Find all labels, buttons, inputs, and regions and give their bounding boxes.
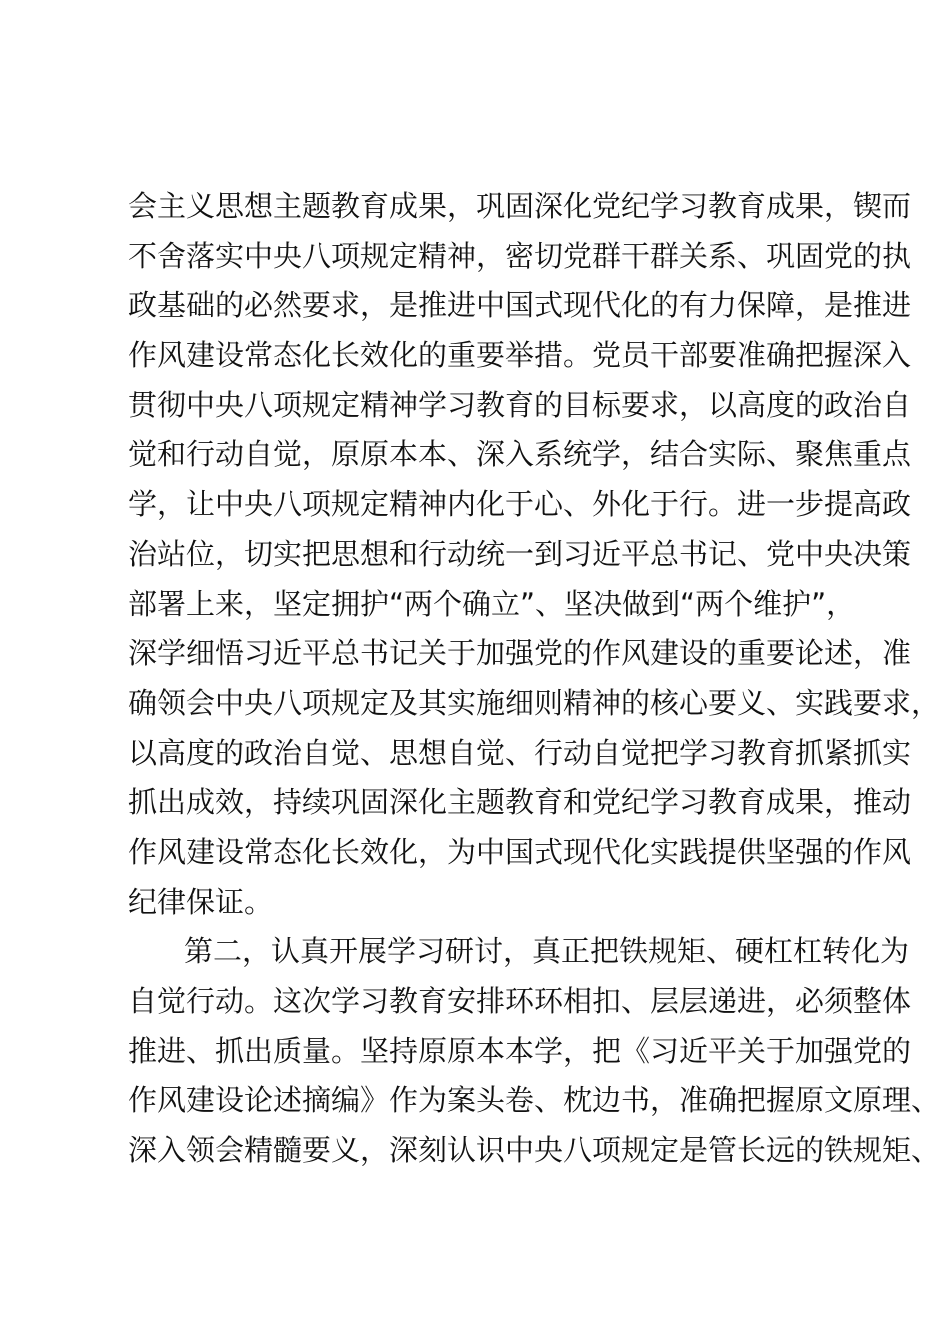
text-line: 以高度的政治自觉、思想自觉、行动自觉把学习教育抓紧抓实: [128, 735, 912, 770]
text-line: 觉和行动自觉，原原本本、深入系统学，结合实际、聚焦重点: [128, 437, 912, 472]
text-line: 作风建设常态化长效化的重要举措。党员干部要准确把握深入: [128, 338, 912, 373]
text-line: 作风建设论述摘编》作为案头卷、枕边书，准确把握原文原理、: [128, 1083, 941, 1118]
text-line: 贯彻中央八项规定精神学习教育的目标要求，以高度的政治自: [128, 387, 912, 422]
text-line: 学，让中央八项规定精神内化于心、外化于行。进一步提高政: [128, 487, 912, 522]
text-line: 推进、抓出质量。坚持原原本本学，把《习近平关于加强党的: [128, 1033, 912, 1068]
text-line: 纪律保证。: [128, 884, 274, 919]
document-body: [128, 182, 941, 1176]
text-line-indented: 第二，认真开展学习研讨，真正把铁规矩、硬杠杠转化为: [184, 934, 910, 969]
text-line: 作风建设常态化长效化，为中国式现代化实践提供坚强的作风: [128, 834, 912, 869]
text-line: 会主义思想主题教育成果，巩固深化党纪学习教育成果，锲而: [128, 189, 912, 223]
paragraph-continuation: [128, 182, 941, 927]
text-line: 自觉行动。这次学习教育安排环环相扣、层层递进，必须整体: [128, 984, 912, 1018]
text-line: 部署上来，坚定拥护“两个确立”、坚决做到“两个维护”，: [128, 586, 856, 621]
text-line: 治站位，切实把思想和行动统一到习近平总书记、党中央决策: [128, 536, 912, 571]
text-line: 深学细悟习近平总书记关于加强党的作风建设的重要论述，准: [128, 636, 912, 671]
text-line: 深入领会精髓要义，深刻认识中央八项规定是管长远的铁规矩、: [128, 1133, 941, 1168]
text-line: 政基础的必然要求，是推进中国式现代化的有力保障，是推进: [128, 288, 912, 323]
paragraph-second-point: [128, 927, 941, 1175]
text-line: 确领会中央八项规定及其实施细则精神的核心要义、实践要求，: [128, 685, 941, 720]
text-line: 不舍落实中央八项规定精神，密切党群干群关系、巩固党的执: [128, 238, 912, 273]
text-line: 抓出成效，持续巩固深化主题教育和党纪学习教育成果，推动: [128, 785, 912, 820]
